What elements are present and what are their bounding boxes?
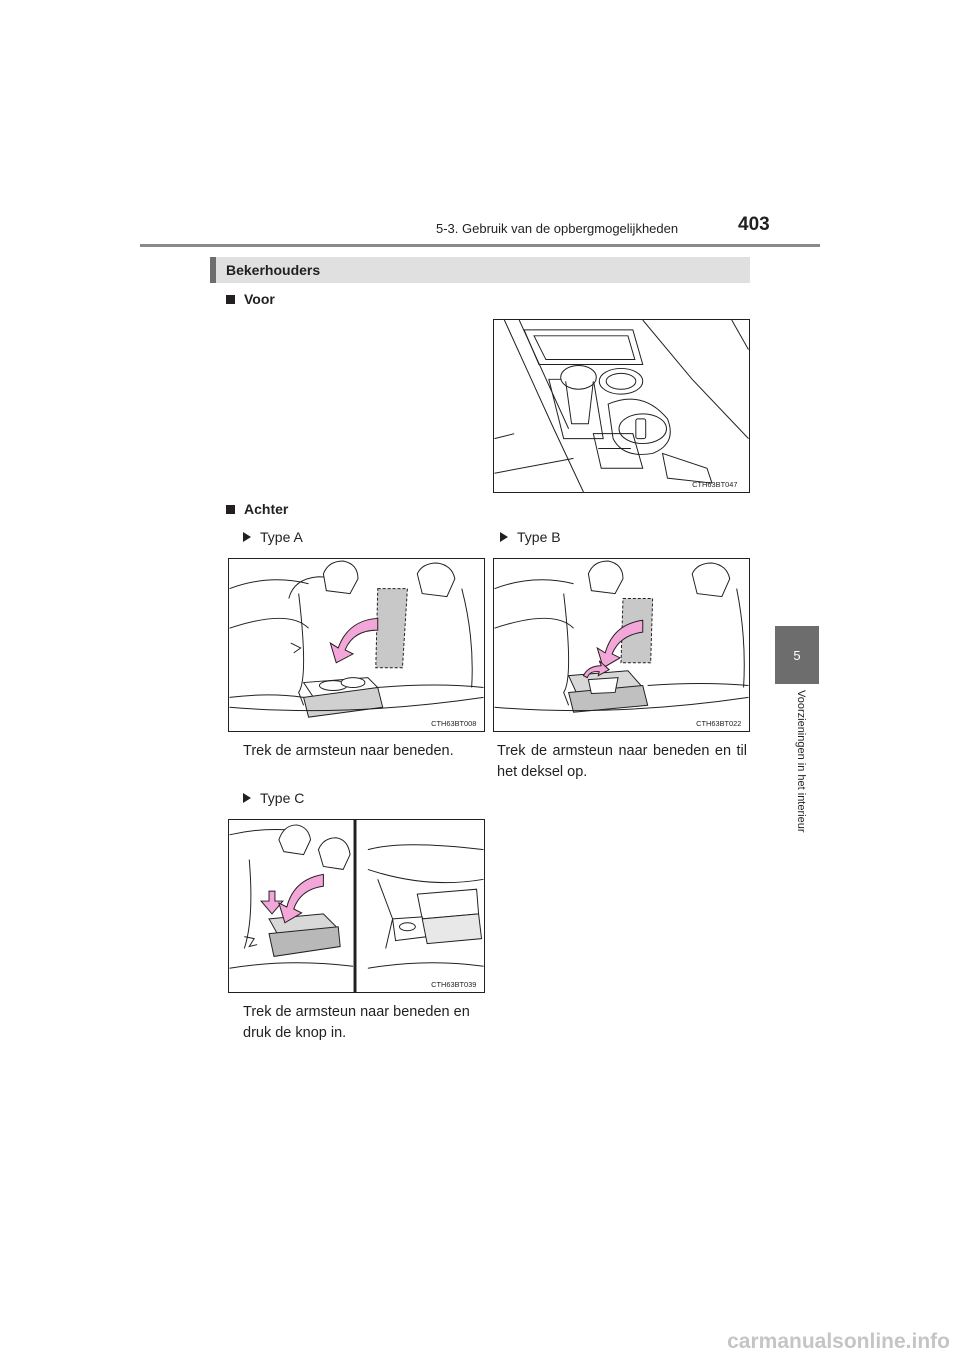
triangle-bullet-icon xyxy=(243,532,251,542)
chapter-number: 5 xyxy=(793,647,801,663)
front-console-illustration xyxy=(494,320,749,492)
type-c-label-text: Type C xyxy=(260,790,305,806)
rear-seat-type-b-illustration xyxy=(494,559,749,731)
triangle-bullet-icon xyxy=(243,793,251,803)
subheading-front xyxy=(226,291,275,307)
pull-down-arrow-icon xyxy=(330,618,377,662)
page-number: 403 xyxy=(738,214,770,235)
figure-type-a xyxy=(228,558,485,732)
section-bar xyxy=(210,257,750,283)
subheading-rear xyxy=(226,501,288,517)
section-title: Bekerhouders xyxy=(226,262,321,278)
triangle-bullet-icon xyxy=(500,532,508,542)
square-bullet-icon xyxy=(226,295,235,304)
figure-front-cupholder xyxy=(493,319,750,493)
type-b-label xyxy=(500,529,561,545)
type-c-label xyxy=(243,790,304,806)
figure-code-type-b: CTH63BT022 xyxy=(696,719,742,729)
watermark: carmanualsonline.info xyxy=(727,1330,950,1353)
type-a-label-text: Type A xyxy=(260,529,303,545)
subheading-front-label: Voor xyxy=(244,291,275,307)
caption-type-a: Trek de armsteun naar beneden. xyxy=(243,743,454,759)
section-header-title: 5-3. Gebruik van de opbergmogelijkheden xyxy=(436,221,679,236)
rear-seat-type-a-illustration xyxy=(229,559,484,731)
header-rule xyxy=(140,244,820,247)
figure-type-b xyxy=(493,558,750,732)
caption-type-c: Trek de armsteun naar beneden en druk de knop in. xyxy=(243,1004,470,1041)
figure-code-type-c: CTH63BT039 xyxy=(431,980,477,990)
figure-code-front: CTH63BT047 xyxy=(692,480,738,490)
rear-seat-type-c-illustration xyxy=(229,820,484,992)
type-a-label xyxy=(243,529,303,545)
square-bullet-icon xyxy=(226,505,235,514)
press-button-arrow-icon xyxy=(261,891,283,914)
figure-code-type-a: CTH63BT008 xyxy=(431,719,477,729)
chapter-side-label xyxy=(787,690,807,870)
caption-type-b: Trek de armsteun naar beneden en til het deksel op. xyxy=(497,743,747,780)
chapter-side-label-text: Voorzieningen in het interieur xyxy=(795,690,807,833)
figure-type-c xyxy=(228,819,485,993)
type-b-label-text: Type B xyxy=(517,529,561,545)
chapter-tab xyxy=(775,626,819,684)
subheading-rear-label: Achter xyxy=(244,501,289,517)
